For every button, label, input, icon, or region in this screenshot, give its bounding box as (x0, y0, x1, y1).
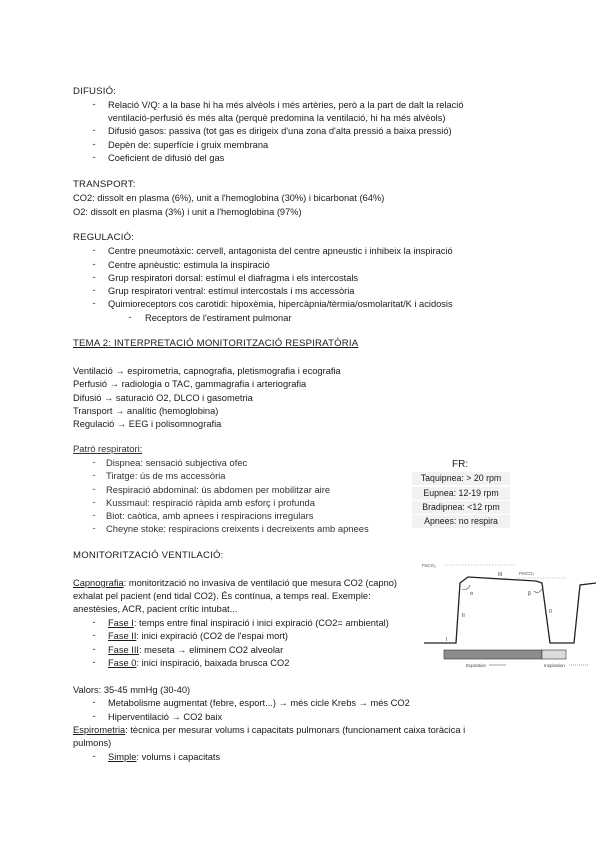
bullet-dash: - (92, 711, 96, 721)
fase-label: Fase III (108, 645, 140, 655)
transport-line: CO2: dissolt en plasma (6%), unit a l'hemoglobina (30%) i bicarbonat (64%) (73, 193, 385, 203)
patro-item: Kussmaul: respiració ràpida amb esforç i profunda (106, 497, 315, 508)
bullet-dash: - (92, 657, 96, 667)
phase-label: III (498, 572, 503, 578)
patro-item: Cheyne stoke: respiracions creixents i decreixents amb apnees (106, 523, 369, 534)
fase-item (108, 630, 288, 642)
bullet-dash: - (92, 298, 96, 308)
capno-line (73, 577, 397, 589)
patro-title: Patró respiratori: (73, 443, 143, 454)
fase-text: : meseta → eliminem CO2 alveolar (139, 645, 284, 655)
bullet-dash: - (92, 272, 96, 282)
bullet-dash: - (92, 285, 96, 295)
bullet-dash: - (92, 630, 96, 640)
bullet-dash: - (92, 617, 96, 627)
bullet-dash: - (92, 259, 96, 269)
difusio-item: Depèn de: superfície i gruix membrana (108, 140, 269, 150)
bullet-dash: - (92, 457, 96, 467)
tema2-line: Transport → analític (hemoglobina) (73, 406, 219, 416)
fr-title: FR: (452, 459, 469, 470)
valors-line: Valors: 35-45 mmHg (30-40) (73, 685, 191, 695)
fase-text: : inici inspiració, baixada brusca CO2 (136, 658, 290, 668)
bullet-dash: - (92, 125, 96, 135)
fase-label: Fase II (108, 631, 137, 641)
bullet-dash: - (92, 697, 96, 707)
fr-row: Taquipnea: > 20 rpm (412, 472, 510, 485)
fase-text: : temps entre final inspiració i inici expiració (CO2= ambiental) (133, 618, 389, 628)
regulacio-item: Grup respiratori ventral: estímul intercostals i ms accessòria (108, 286, 355, 296)
simple-text: : volums i capacitats (136, 752, 221, 762)
phase-label: β (528, 591, 531, 597)
fase-item (108, 617, 389, 629)
inspiration-label: Inspiration (544, 663, 565, 668)
patro-item: Biot: caòtica, amb apnees i respiracions irregulars (106, 510, 314, 521)
regulacio-item: Centre pneumotàxic: cervell, antagonista del centre apneustic i inhibeix la inspiració (108, 246, 453, 256)
transport-line: O2: dissolt en plasma (3%) i unit a l'hemoglobina (97%) (73, 207, 302, 217)
fase-item (108, 644, 283, 656)
capnografia-term: Capnografia (73, 578, 124, 588)
fase-text: : inici expiració (CO2 de l'espai mort) (136, 631, 289, 641)
bullet-dash: - (92, 152, 96, 162)
patro-item: Respiració abdominal: ús abdomen per mobilitzar aire (106, 484, 331, 495)
section-title-monitoritzacio: MONITORITZACIÓ VENTILACIÓ: (73, 550, 224, 561)
section-title-transport: TRANSPORT: (73, 179, 136, 190)
capnogram-waveform (424, 577, 596, 643)
section-title-regulacio: REGULACIÓ: (73, 232, 135, 243)
capno-line: exhalat pel pacient (end tidal CO2). És contínua, a temps real. Exemple: (73, 591, 371, 601)
expiration-bar (444, 650, 542, 659)
difusio-item: Relació V/Q: a la base hi ha més alvèols i més artèries, però a la part de dalt la relació (108, 100, 464, 110)
regulacio-subitem: Receptors de l'estirament pulmonar (145, 313, 292, 323)
phase-label: II (462, 613, 465, 619)
espiro-text: : tècnica per mesurar volums i capacitats pulmonars (funcionament caixa toràcica i (125, 725, 466, 735)
difusio-item: Coeficient de difusió del gas (108, 153, 225, 163)
fase-label: Fase I (108, 618, 134, 628)
inspiration-bar (542, 650, 566, 659)
bullet-dash: - (92, 139, 96, 149)
simple-item (108, 751, 220, 763)
bullet-dash: - (92, 484, 96, 494)
valors-item: Hiperventilació → CO2 baix (108, 712, 223, 722)
phase-label: 0 (549, 609, 552, 615)
fr-row: Eupnea: 12-19 rpm (412, 487, 510, 500)
patro-item: Tiratge: ús de ms accessòria (106, 470, 226, 481)
regulacio-item: Centre apnèustic: estimula la inspiració (108, 260, 270, 270)
bullet-dash: - (92, 245, 96, 255)
tema2-line: Regulació → EEG i polisomnografia (73, 419, 222, 429)
fase-label: Fase 0 (108, 658, 137, 668)
espirometria-term: Espirometria (73, 725, 126, 735)
bullet-dash: - (92, 497, 96, 507)
capno-line: anestèsies, ACR, pacient crític intubat... (73, 604, 238, 614)
bullet-dash: - (92, 470, 96, 480)
tema2-heading: TEMA 2: INTERPRETACIÓ MONITORITZACIÓ RESPIRATÒRIA (73, 338, 359, 349)
expiration-label: Expiration (466, 663, 487, 668)
bullet-dash: - (92, 644, 96, 654)
patro-item: Dispnea: sensació subjectiva ofec (106, 457, 248, 468)
paco2-label: PaCO₂ (422, 563, 437, 568)
regulacio-item: Quimioreceptors cos carotidi: hipoxèmia, hipercàpnia/tèrmia/osmolaritat/K i acidosis (108, 299, 453, 309)
tema2-line: Perfusió → radiologia o TAC, gammagrafia i arteriografia (73, 379, 307, 389)
fr-row: Apnees: no respira (412, 515, 510, 528)
valors-item: Metabolisme augmentat (febre, esport...) → més cicle Krebs → més CO2 (108, 698, 410, 708)
espiro-line: pulmons) (73, 738, 112, 748)
alpha-angle-arc (462, 585, 470, 590)
bullet-dash: - (92, 751, 96, 761)
espiro-line (73, 724, 465, 736)
section-title-difusio: DIFUSIÓ: (73, 86, 117, 97)
bullet-dash: - (92, 99, 96, 109)
difusio-item: ventilació-perfusió és més alta (perquè predomina la ventilació, hi ha més alvèols) (108, 113, 446, 123)
tema2-line: Ventilació → espirometria, capnografia, pletismografia i ecografia (73, 366, 341, 376)
phase-label: α (470, 591, 473, 597)
capno-text: : monitorització no invasiva de ventilació que mesura CO2 (capno) (123, 578, 398, 588)
bullet-dash: - (128, 312, 132, 322)
difusio-item: Difusió gasos: passiva (tot gas es dirigeix d'una zona d'alta pressió a baixa pressió) (108, 126, 452, 136)
simple-term: Simple (108, 752, 137, 762)
bullet-dash: - (92, 510, 96, 520)
fase-item (108, 657, 289, 669)
regulacio-item: Grup respiratori dorsal: estímul el diafragma i els intercostals (108, 273, 359, 283)
phase-label: I (446, 637, 448, 643)
petco2-label: PetCO₂ (519, 571, 535, 576)
beta-angle-arc (534, 589, 542, 593)
fr-row: Bradipnea: <12 rpm (412, 501, 510, 514)
capnograph-diagram (416, 555, 600, 675)
bullet-dash: - (92, 523, 96, 533)
tema2-line: Difusió → saturació O2, DLCO i gasometria (73, 393, 253, 403)
